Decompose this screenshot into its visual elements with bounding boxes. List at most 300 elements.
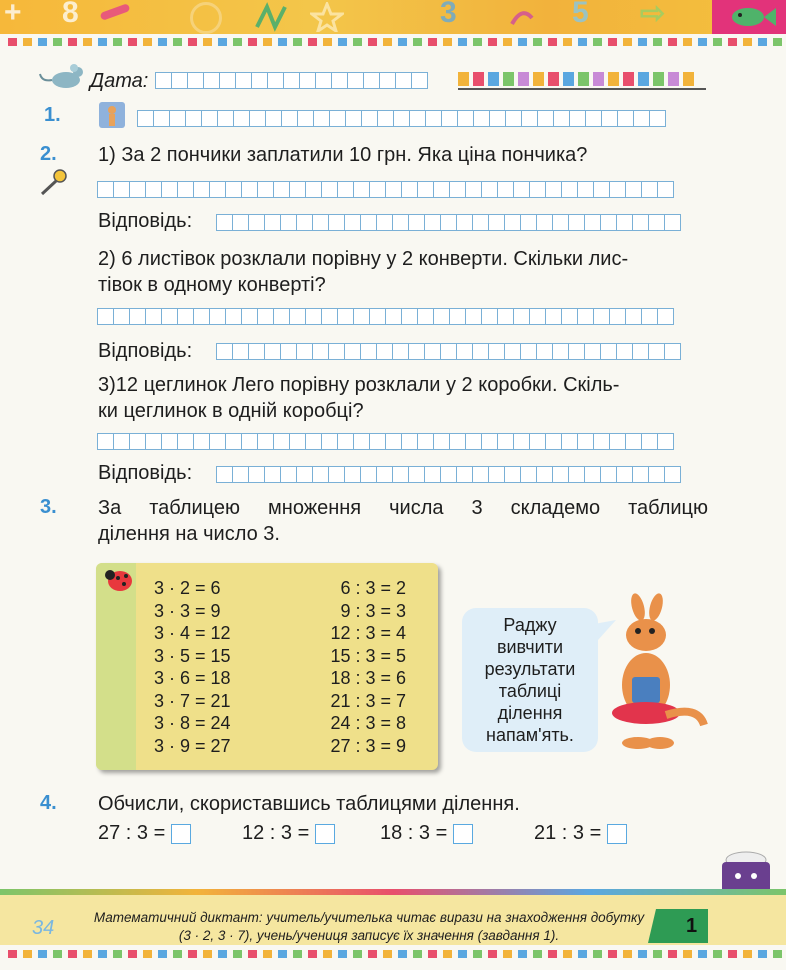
grid-cell[interactable] [376,214,393,231]
grid-cell[interactable] [593,433,610,450]
grid-cell[interactable] [648,466,665,483]
answer-grid[interactable] [98,181,674,198]
grid-cell[interactable] [393,110,410,127]
grid-cell[interactable] [440,466,457,483]
grid-cell[interactable] [401,308,418,325]
grid-cell[interactable] [289,308,306,325]
grid-cell[interactable] [264,214,281,231]
square-decoration [488,950,497,958]
grid-cell[interactable] [456,343,473,360]
grid-cell[interactable] [328,214,345,231]
grid-cell[interactable] [177,433,194,450]
grid-cell[interactable] [280,343,297,360]
grid-cell[interactable] [145,308,162,325]
grid-cell[interactable] [449,433,466,450]
grid-cell[interactable] [625,308,642,325]
grid-cell[interactable] [385,181,402,198]
answer-box[interactable] [453,824,473,844]
grid-cell[interactable] [440,214,457,231]
grid-cell[interactable] [145,181,162,198]
answer-box[interactable] [171,824,191,844]
grid-cell[interactable] [379,72,396,89]
grid-cell[interactable] [497,308,514,325]
grid-cell[interactable] [401,181,418,198]
grid-cell[interactable] [241,308,258,325]
grid-cell[interactable] [97,433,114,450]
grid-cell[interactable] [209,433,226,450]
grid-cell[interactable] [577,308,594,325]
grid-cell[interactable] [536,343,553,360]
stripe-block [578,72,589,86]
grid-cell[interactable] [376,466,393,483]
grid-cell[interactable] [265,110,282,127]
grid-cell[interactable] [232,343,249,360]
bubble-line: Раджу [503,615,557,635]
grid-cell[interactable] [664,214,681,231]
date-label: Дата: [90,70,149,92]
grid-cell[interactable] [161,308,178,325]
grid-cell[interactable] [417,308,434,325]
grid-cell[interactable] [520,214,537,231]
stripe-block [653,72,664,86]
square-decoration [578,950,587,958]
grid-cell[interactable] [337,308,354,325]
page-number: 34 [32,917,55,939]
grid-cell[interactable] [609,433,626,450]
multiplication-row: 3 · 3 = 9 [154,600,221,621]
grid-cell[interactable] [145,433,162,450]
grid-cell[interactable] [568,214,585,231]
grid-cell[interactable] [488,466,505,483]
grid-cell[interactable] [392,343,409,360]
grid-cell[interactable] [457,110,474,127]
grid-cell[interactable] [465,433,482,450]
grid-cell[interactable] [177,181,194,198]
grid-cell[interactable] [216,214,233,231]
division-table-card [96,563,438,770]
answer-grid[interactable] [98,308,674,325]
grid-cell[interactable] [248,466,265,483]
square-decoration [323,950,332,958]
grid-cell[interactable] [488,214,505,231]
task-number: 2. [40,143,57,165]
grid-cell[interactable] [411,72,428,89]
grid-cell[interactable] [481,181,498,198]
grid-cell[interactable] [552,466,569,483]
grid-cell[interactable] [585,110,602,127]
grid-cell[interactable] [345,110,362,127]
grid-cell[interactable] [408,466,425,483]
grid-cell[interactable] [235,72,252,89]
grid-cell[interactable] [248,343,265,360]
grid-cell[interactable] [297,110,314,127]
grid-cell[interactable] [321,433,338,450]
grid-cell[interactable] [305,433,322,450]
grid-cell[interactable] [593,308,610,325]
grid-cell[interactable] [296,214,313,231]
grid-cell[interactable] [216,343,233,360]
grid-cell[interactable] [616,343,633,360]
grid-cell[interactable] [633,110,650,127]
square-decoration [758,950,767,958]
grid-cell[interactable] [251,72,268,89]
grid-cell[interactable] [360,214,377,231]
grid-cell[interactable] [219,72,236,89]
footnote [84,909,654,945]
grid-cell[interactable] [280,214,297,231]
grid-cell[interactable] [369,181,386,198]
grid-cell[interactable] [481,308,498,325]
grid-cell[interactable] [161,433,178,450]
grid-cell[interactable] [513,308,530,325]
grid-cell[interactable] [315,72,332,89]
grid-cell[interactable] [299,72,316,89]
grid-cell[interactable] [657,433,674,450]
grid-cell[interactable] [577,181,594,198]
stripe-block [473,72,484,86]
grid-cell[interactable] [249,110,266,127]
grid-cell[interactable] [489,110,506,127]
square-decoration [383,950,392,958]
grid-cell[interactable] [171,72,188,89]
grid-cell[interactable] [241,433,258,450]
grid-cell[interactable] [456,214,473,231]
division-row: 21 : 3 = 7 [330,690,406,711]
grid-cell[interactable] [337,181,354,198]
grid-cell[interactable] [281,110,298,127]
square-decoration [83,950,92,958]
grid-cell[interactable] [193,308,210,325]
grid-cell[interactable] [561,433,578,450]
grid-cell[interactable] [129,433,146,450]
grid-cell[interactable] [392,466,409,483]
grid-cell[interactable] [609,181,626,198]
square-decoration [698,950,707,958]
grid-cell[interactable] [424,214,441,231]
grid-cell[interactable] [648,214,665,231]
grid-cell[interactable] [353,308,370,325]
grid-cell[interactable] [529,181,546,198]
grid-cell[interactable] [609,308,626,325]
grid-cell[interactable] [481,433,498,450]
grid-cell[interactable] [225,308,242,325]
grid-cell[interactable] [377,110,394,127]
grid-cell[interactable] [632,466,649,483]
grid-cell[interactable] [449,181,466,198]
grid-cell[interactable] [225,181,242,198]
grid-cell[interactable] [344,214,361,231]
grid-cell[interactable] [369,308,386,325]
grid-cell[interactable] [625,433,642,450]
grid-cell[interactable] [553,110,570,127]
square-decoration [188,950,197,958]
grid-cell[interactable] [649,110,666,127]
grid-cell[interactable] [217,110,234,127]
grid-cell[interactable] [664,466,681,483]
grid-cell[interactable] [568,466,585,483]
grid-cell[interactable] [473,110,490,127]
grid-cell[interactable] [97,181,114,198]
grid-cell[interactable] [321,308,338,325]
grid-cell[interactable] [552,214,569,231]
grid-cell[interactable] [296,343,313,360]
grid-cell[interactable] [347,72,364,89]
grid-cell[interactable] [153,110,170,127]
grid-cell[interactable] [401,433,418,450]
grid-cell[interactable] [536,214,553,231]
grid-cell[interactable] [529,308,546,325]
task-tab [648,909,708,943]
square-decoration [773,950,782,958]
square-decoration [233,950,242,958]
grid-cell[interactable] [361,110,378,127]
grid-cell[interactable] [232,214,249,231]
grid-cell[interactable] [392,214,409,231]
grid-cell[interactable] [328,466,345,483]
grid-cell[interactable] [552,343,569,360]
square-decoration [8,950,17,958]
bubble-line: ділення [497,703,563,723]
grid-cell[interactable] [584,466,601,483]
grid-cell[interactable] [395,72,412,89]
grid-cell[interactable] [417,433,434,450]
grid-cell[interactable] [283,72,300,89]
grid-cell[interactable] [209,181,226,198]
grid-cell[interactable] [113,308,130,325]
grid-cell[interactable] [201,110,218,127]
grid-cell[interactable] [232,466,249,483]
grid-cell[interactable] [441,110,458,127]
grid-cell[interactable] [465,181,482,198]
grid-cell[interactable] [472,466,489,483]
grid-cell[interactable] [129,181,146,198]
grid-cell[interactable] [313,110,330,127]
grid-cell[interactable] [584,343,601,360]
grid-cell[interactable] [577,433,594,450]
exercise [534,820,627,846]
grid-cell[interactable] [233,110,250,127]
footnote-line: Математичний диктант: учитель/учителька читає вирази на знаходження добутку [93,910,645,925]
grid-cell[interactable] [657,308,674,325]
grid-cell[interactable] [657,181,674,198]
grid-cell[interactable] [312,466,329,483]
colored-stripe [458,72,706,88]
grid-cell[interactable] [408,343,425,360]
grid-cell[interactable] [225,433,242,450]
grid-cell[interactable] [305,181,322,198]
grid-cell[interactable] [417,181,434,198]
grid-cell[interactable] [601,110,618,127]
grid-cell[interactable] [472,214,489,231]
grid-cell[interactable] [185,110,202,127]
grid-cell[interactable] [155,72,172,89]
grid-cell[interactable] [569,110,586,127]
exercise-text: 21 : 3 = [534,822,602,844]
grid-cell[interactable] [113,181,130,198]
grid-cell[interactable] [408,214,425,231]
grid-cell[interactable] [424,466,441,483]
grid-cell[interactable] [545,181,562,198]
grid-cell[interactable] [488,343,505,360]
grid-cell[interactable] [504,343,521,360]
grid-cell[interactable] [472,343,489,360]
grid-cell[interactable] [433,433,450,450]
multiplication-row: 3 · 5 = 15 [154,645,231,666]
stripe-decoration [100,3,131,21]
fish-icon [712,0,786,34]
grid-cell[interactable] [264,466,281,483]
task-text: ділення на число 3. [98,523,280,545]
bubble-line: результати [484,659,576,679]
grid-cell[interactable] [545,308,562,325]
grid-cell[interactable] [97,308,114,325]
grid-cell[interactable] [600,343,617,360]
grid-cell[interactable] [425,110,442,127]
answer-grid[interactable] [98,433,674,450]
grid-cell[interactable] [312,214,329,231]
grid-cell[interactable] [648,343,665,360]
grid-cell[interactable] [209,308,226,325]
answer-field[interactable] [217,214,681,231]
grid-cell[interactable] [193,181,210,198]
grid-cell[interactable] [241,181,258,198]
grid-cell[interactable] [504,466,521,483]
grid-cell[interactable] [617,110,634,127]
grid-cell[interactable] [385,433,402,450]
date-field[interactable] [156,72,428,89]
answer-grid[interactable] [138,110,666,127]
exercise-text: 27 : 3 = [98,822,166,844]
grid-cell[interactable] [216,466,233,483]
grid-cell[interactable] [187,72,204,89]
grid-cell[interactable] [321,181,338,198]
grid-cell[interactable] [584,214,601,231]
grid-cell[interactable] [328,343,345,360]
square-decoration [518,950,527,958]
grid-cell[interactable] [641,181,658,198]
grid-cell[interactable] [561,181,578,198]
footnote-line: (3 · 2, 3 · 7), учень/учениця записує їх значення (завдання 1). [178,928,560,943]
grid-cell[interactable] [289,181,306,198]
grid-cell[interactable] [568,343,585,360]
grid-cell[interactable] [456,466,473,483]
grid-cell[interactable] [449,308,466,325]
grid-cell[interactable] [520,466,537,483]
grid-cell[interactable] [616,466,633,483]
grid-cell[interactable] [521,110,538,127]
grid-cell[interactable] [360,466,377,483]
grid-cell[interactable] [273,181,290,198]
grid-cell[interactable] [296,466,313,483]
grid-cell[interactable] [600,214,617,231]
grid-cell[interactable] [641,433,658,450]
grid-cell[interactable] [424,343,441,360]
grid-cell[interactable] [664,343,681,360]
grid-cell[interactable] [280,466,297,483]
grid-cell[interactable] [641,308,658,325]
grid-cell[interactable] [248,214,265,231]
stripe-underline [458,88,706,90]
grid-cell[interactable] [440,343,457,360]
grid-cell[interactable] [593,181,610,198]
grid-cell[interactable] [616,214,633,231]
square-decoration [743,950,752,958]
grid-cell[interactable] [505,110,522,127]
grid-cell[interactable] [177,308,194,325]
grid-cell[interactable] [344,466,361,483]
grid-cell[interactable] [433,308,450,325]
grid-cell[interactable] [353,181,370,198]
grid-cell[interactable] [329,110,346,127]
grid-cell[interactable] [529,433,546,450]
grid-cell[interactable] [273,433,290,450]
grid-cell[interactable] [203,72,220,89]
grid-cell[interactable] [497,181,514,198]
answer-box[interactable] [315,824,335,844]
grid-cell[interactable] [504,214,521,231]
grid-cell[interactable] [376,343,393,360]
grid-cell[interactable] [257,433,274,450]
grid-cell[interactable] [113,433,130,450]
digit-decoration: 5 [572,0,589,29]
grid-cell[interactable] [545,433,562,450]
grid-cell[interactable] [137,110,154,127]
dictation-icon [98,101,126,129]
answer-field[interactable] [217,466,681,483]
grid-cell[interactable] [353,433,370,450]
grid-cell[interactable] [513,181,530,198]
grid-cell[interactable] [536,466,553,483]
grid-cell[interactable] [305,308,322,325]
grid-cell[interactable] [497,433,514,450]
grid-cell[interactable] [267,72,284,89]
grid-cell[interactable] [169,110,186,127]
answer-box[interactable] [607,824,627,844]
grid-cell[interactable] [632,214,649,231]
grid-cell[interactable] [257,308,274,325]
grid-cell[interactable] [193,433,210,450]
grid-cell[interactable] [632,343,649,360]
grid-cell[interactable] [600,466,617,483]
grid-cell[interactable] [337,433,354,450]
grid-cell[interactable] [520,343,537,360]
answer-field[interactable] [217,343,681,360]
grid-cell[interactable] [561,308,578,325]
grid-cell[interactable] [312,343,329,360]
grid-cell[interactable] [257,181,274,198]
grid-cell[interactable] [161,181,178,198]
grid-cell[interactable] [385,308,402,325]
grid-cell[interactable] [264,343,281,360]
grid-cell[interactable] [537,110,554,127]
grid-cell[interactable] [513,433,530,450]
grid-cell[interactable] [331,72,348,89]
problem-text: тівок в одному конверті? [98,274,326,296]
grid-cell[interactable] [363,72,380,89]
grid-cell[interactable] [289,433,306,450]
grid-cell[interactable] [465,308,482,325]
grid-cell[interactable] [344,343,361,360]
grid-cell[interactable] [129,308,146,325]
grid-cell[interactable] [409,110,426,127]
grid-cell[interactable] [433,181,450,198]
square-decoration [263,950,272,958]
grid-cell[interactable] [273,308,290,325]
grid-cell[interactable] [369,433,386,450]
decorative-squares [8,950,786,958]
grid-cell[interactable] [625,181,642,198]
grid-cell[interactable] [360,343,377,360]
